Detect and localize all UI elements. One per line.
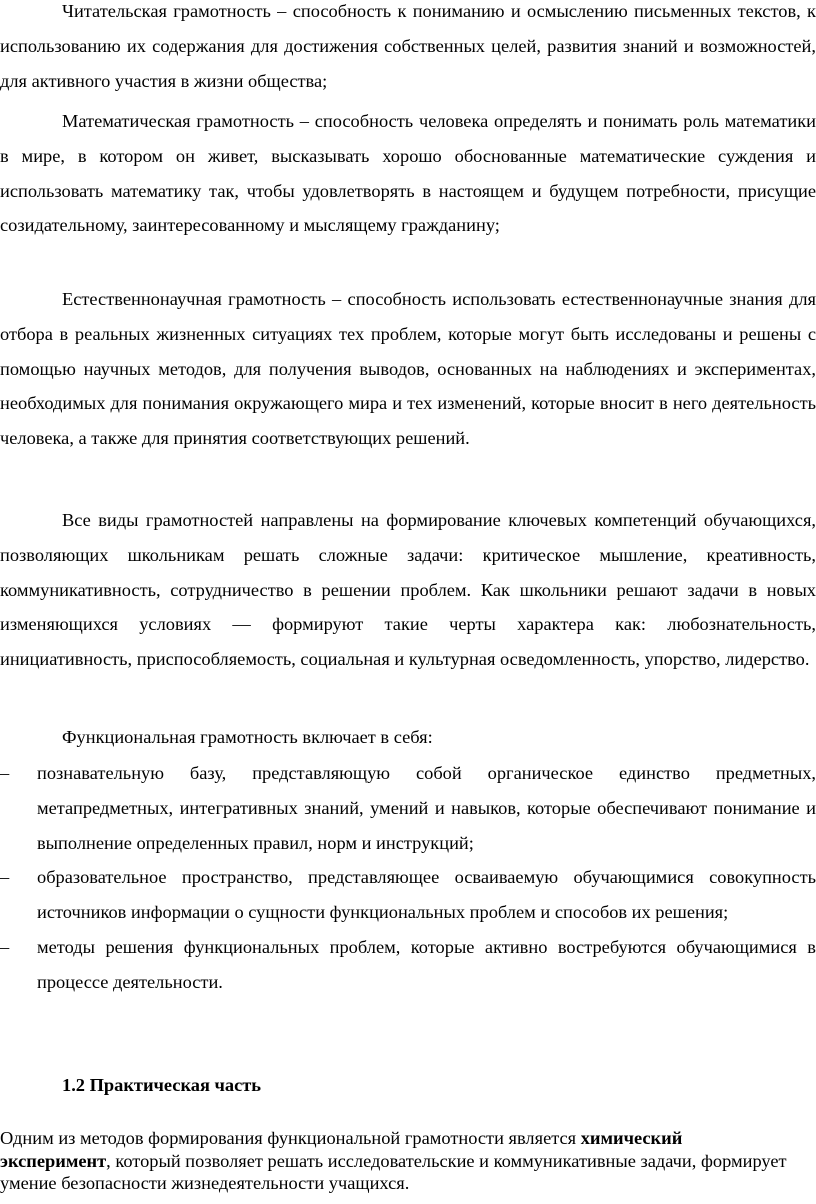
list-item-text: образовательное пространство, представляющее осваиваемую обучающимися совокупность источников информации о сущности функциональных проблем и способов их решения; [37, 867, 816, 923]
paragraph-science-literacy: Естественнонаучная грамотность – способность использовать естественнонаучные знания для отбора в реальных жизненных ситуациях тех проблем, которые могут быть исследованы и решены с помощью научных методов, для получения выводов, основанных на наблюдениях и экспериментах, необходимых для понимания окружающего мира и тех изменений, которые вносит в него деятельность человека, а также для принятия соответствующих решений. [0, 289, 816, 449]
paragraph-functional-includes: Функциональная грамотность включает в себя: [62, 727, 433, 747]
list-bullet: – [0, 867, 10, 888]
list-item [0, 756, 816, 860]
final-text-part1: Одним из методов формирования функциональной грамотности является [0, 1128, 581, 1148]
list-item-text: методы решения функциональных проблем, которые активно востребуются обучающимися в процессе деятельности. [37, 936, 816, 992]
functional-literacy-list [0, 756, 816, 1000]
final-text-bold: химический эксперимент [0, 1128, 683, 1171]
paragraph-all-literacies: Все виды грамотностей направлены на формирование ключевых компетенций обучающихся, позволяющих школьникам решать сложные задачи: критическое мышление, креативность, коммуникативность, сотрудничество в решении проблем. Как школьники решают задачи в новых изменяющихся условиях — формируют такие черты характера как: любознательность, инициативность, приспособляемость, социальная и культурная осведомленность, упорство, лидерство. [0, 510, 816, 670]
list-item [0, 860, 816, 930]
paragraph-math-literacy: Математическая грамотность – способность человека определять и понимать роль математики в мире, в котором он живет, высказывать хорошо обоснованные математические суждения и использовать математику так, чтобы удовлетворять в настоящем и будущем потребности, присущие созидательному, заинтересованному и мыслящему гражданину; [0, 111, 816, 236]
list-item-text: познавательную базу, представляющую собой органическое единство предметных, метапредметных, интегративных знаний, умений и навыков, которые обеспечивают понимание и выполнение определенных правил, норм и инструкций; [37, 763, 816, 853]
paragraph-reading-literacy: Читательская грамотность – способность к пониманию и осмыслению письменных текстов, к использованию их содержания для достижения собственных целей, развития знаний и возможностей, для активного участия в жизни общества; [0, 1, 816, 91]
section-heading: 1.2 Практическая часть [62, 1075, 262, 1095]
list-bullet: – [0, 936, 10, 957]
paragraph-chemical-experiment [0, 1127, 790, 1195]
list-bullet: – [0, 763, 10, 783]
list-item [0, 930, 816, 1000]
final-text-part2: , который позволяет решать исследовательские и коммуникативные задачи, формирует умение безопасности жизнедеятельности учащихся. [0, 1150, 787, 1193]
